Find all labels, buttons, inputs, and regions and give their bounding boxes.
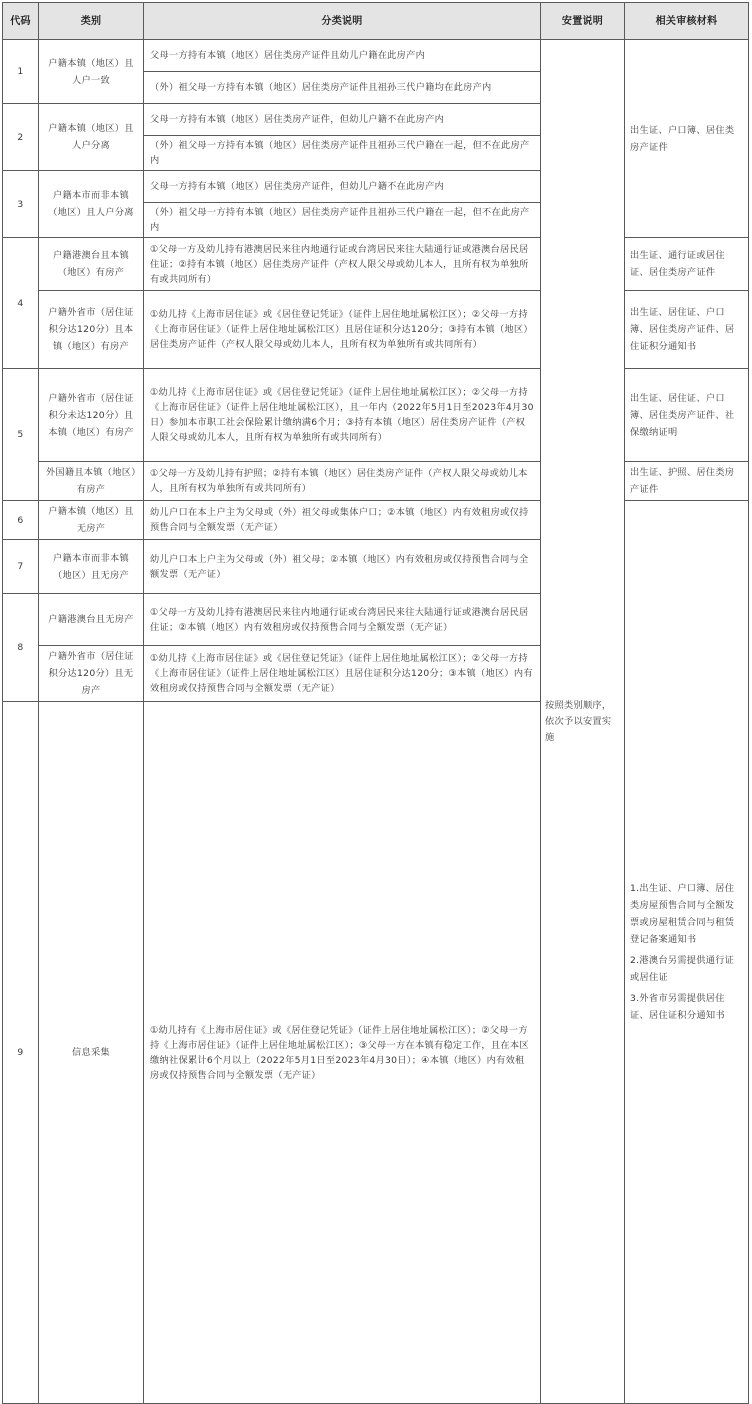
table-row xyxy=(3,462,749,501)
table-row xyxy=(3,238,749,291)
row-category: 户籍本市而非本镇（地区）且人户分离 xyxy=(39,171,144,238)
table-row xyxy=(3,369,749,462)
header-category: 类别 xyxy=(39,3,144,40)
materials-cell: 出生证、居住证、户口簿、居住类房产证件、社保缴纳证明 xyxy=(625,369,749,462)
row-description: ①父母一方及幼儿持有港澳居民来往内地通行证或台湾居民来往大陆通行证或港澳台居民居住证；②本镇（地区）内有效租房或仅持预售合同与全额发票（无产证） xyxy=(144,594,541,646)
row-description: 幼儿户口在本上户主为父母或（外）祖父母或集体户口；②本镇（地区）内有效租房或仅持预售合同与全额发票（无产证） xyxy=(144,501,541,540)
enrollment-category-table xyxy=(2,2,749,1404)
row-category: 户籍港澳台且无房产 xyxy=(39,594,144,646)
row-code: 9 xyxy=(3,702,39,1404)
row-code: 7 xyxy=(3,540,39,594)
materials-cell: 出生证、通行证或居住证、居住类房产证件 xyxy=(625,238,749,291)
row-code: 5 xyxy=(3,369,39,501)
row-category: 户籍本镇（地区）且人户分离 xyxy=(39,104,144,171)
row-description: 父母一方持有本镇（地区）居住类房产证件，但幼儿户籍不在此房产内 xyxy=(144,171,541,203)
header-code: 代码 xyxy=(3,3,39,40)
row-description: ①幼儿持《上海市居住证》或《居住登记凭证》（证件上居住地址属松江区）；②父母一方持《上海市居住证》（证件上居住地址属松江区）且居住证积分达120分；③本镇（地区）内有效租房或仅持预售合同与全额发票（无产证） xyxy=(144,646,541,702)
table-row xyxy=(3,40,749,72)
table-row xyxy=(3,501,749,540)
row-description: 父母一方持有本镇（地区）居住类房产证件，但幼儿户籍不在此房产内 xyxy=(144,104,541,136)
row-category: 户籍外省市（居住证积分达120分）且本镇（地区）有房产 xyxy=(39,291,144,369)
row-code: 6 xyxy=(3,501,39,540)
row-category: 户籍外省市（居住证积分未达120分）且本镇（地区）有房产 xyxy=(39,369,144,462)
row-description: ①父母一方及幼儿持有护照；②持有本镇（地区）居住类房产证件（产权人限父母或幼儿本人，且所有权为单独所有或共同所有） xyxy=(144,462,541,501)
row-code: 8 xyxy=(3,594,39,702)
row-category: 信息采集 xyxy=(39,702,144,1404)
settlement-note: 按照类别顺序，依次予以安置实施 xyxy=(541,40,625,1404)
row-description: ①幼儿持有《上海市居住证》或《居住登记凭证》（证件上居住地址属松江区）；②父母一方持《上海市居住证》（证件上居住地址属松江区）；③父母一方在本镇有稳定工作，且在本区缴纳社保累计6个月以上（2022年5月1日至2023年4月30日）；④本镇（地区）内有效租房或仅持预售合同与全额发票（无产证） xyxy=(144,702,541,1404)
row-category: 户籍本市而非本镇（地区）且无房产 xyxy=(39,540,144,594)
row-category: 外国籍且本镇（地区）有房产 xyxy=(39,462,144,501)
row-category: 户籍本镇（地区）且无房产 xyxy=(39,501,144,540)
row-description: 幼儿户口本上户主为父母或（外）祖父母；②本镇（地区）内有效租房或仅持预售合同与全额发票（无产证） xyxy=(144,540,541,594)
row-category: 户籍港澳台且本镇（地区）有房产 xyxy=(39,238,144,291)
row-description: ①父母一方及幼儿持有港澳居民来往内地通行证或台湾居民来往大陆通行证或港澳台居民居住证；②持有本镇（地区）居住类房产证件（产权人限父母或幼儿本人，且所有权为单独所有或共同所有） xyxy=(144,238,541,291)
row-code: 3 xyxy=(3,171,39,238)
row-code: 1 xyxy=(3,40,39,104)
row-description: （外）祖父母一方持有本镇（地区）居住类房产证件且祖孙三代户籍均在此房产内 xyxy=(144,72,541,104)
row-description: ①幼儿持《上海市居住证》或《居住登记凭证》（证件上居住地址属松江区）；②父母一方持《上海市居住证》（证件上居住地址属松江区），且一年内（2022年5月1日至2023年4月30日）参加本市职工社会保险累计缴纳满6个月；③持有本镇（地区）居住类房产证件（产权人限父母或幼儿本人，且所有权为单独所有或共同所有） xyxy=(144,369,541,462)
row-description: ①幼儿持《上海市居住证》或《居住登记凭证》（证件上居住地址属松江区）；②父母一方持《上海市居住证》（证件上居住地址属松江区）且居住证积分达120分；③持有本镇（地区）居住类房产证件（产权人限父母或幼儿本人，且所有权为单独所有或共同所有） xyxy=(144,291,541,369)
materials-item: 2.港澳台另需提供通行证或居住证 xyxy=(630,955,735,983)
materials-cell: 出生证、护照、居住类房产证件 xyxy=(625,462,749,501)
row-category: 户籍外省市（居住证积分达120分）且无房产 xyxy=(39,646,144,702)
row-code: 4 xyxy=(3,238,39,369)
row-code: 2 xyxy=(3,104,39,171)
row-description: （外）祖父母一方持有本镇（地区）居住类房产证件且祖孙三代户籍在一起，但不在此房产内 xyxy=(144,203,541,238)
materials-cell xyxy=(625,501,749,1404)
header-row xyxy=(3,3,749,40)
row-description: （外）祖父母一方持有本镇（地区）居住类房产证件且祖孙三代户籍在一起，但不在此房产内 xyxy=(144,136,541,171)
table-row xyxy=(3,291,749,369)
header-materials: 相关审核材料 xyxy=(625,3,749,40)
materials-item: 1.出生证、户口簿、居住类房屋预售合同与全额发票或房屋租赁合同与租赁登记备案通知书 xyxy=(630,883,735,945)
row-description: 父母一方持有本镇（地区）居住类房产证件且幼儿户籍在此房产内 xyxy=(144,40,541,72)
materials-cell: 出生证、户口簿、居住类房产证件 xyxy=(625,40,749,238)
row-category: 户籍本镇（地区）且人户一致 xyxy=(39,40,144,104)
materials-item: 3.外省市另需提供居住证、居住证积分通知书 xyxy=(630,993,725,1021)
header-description: 分类说明 xyxy=(144,3,541,40)
header-settlement: 安置说明 xyxy=(541,3,625,40)
materials-cell: 出生证、居住证、户口簿、居住类房产证件、居住证积分通知书 xyxy=(625,291,749,369)
